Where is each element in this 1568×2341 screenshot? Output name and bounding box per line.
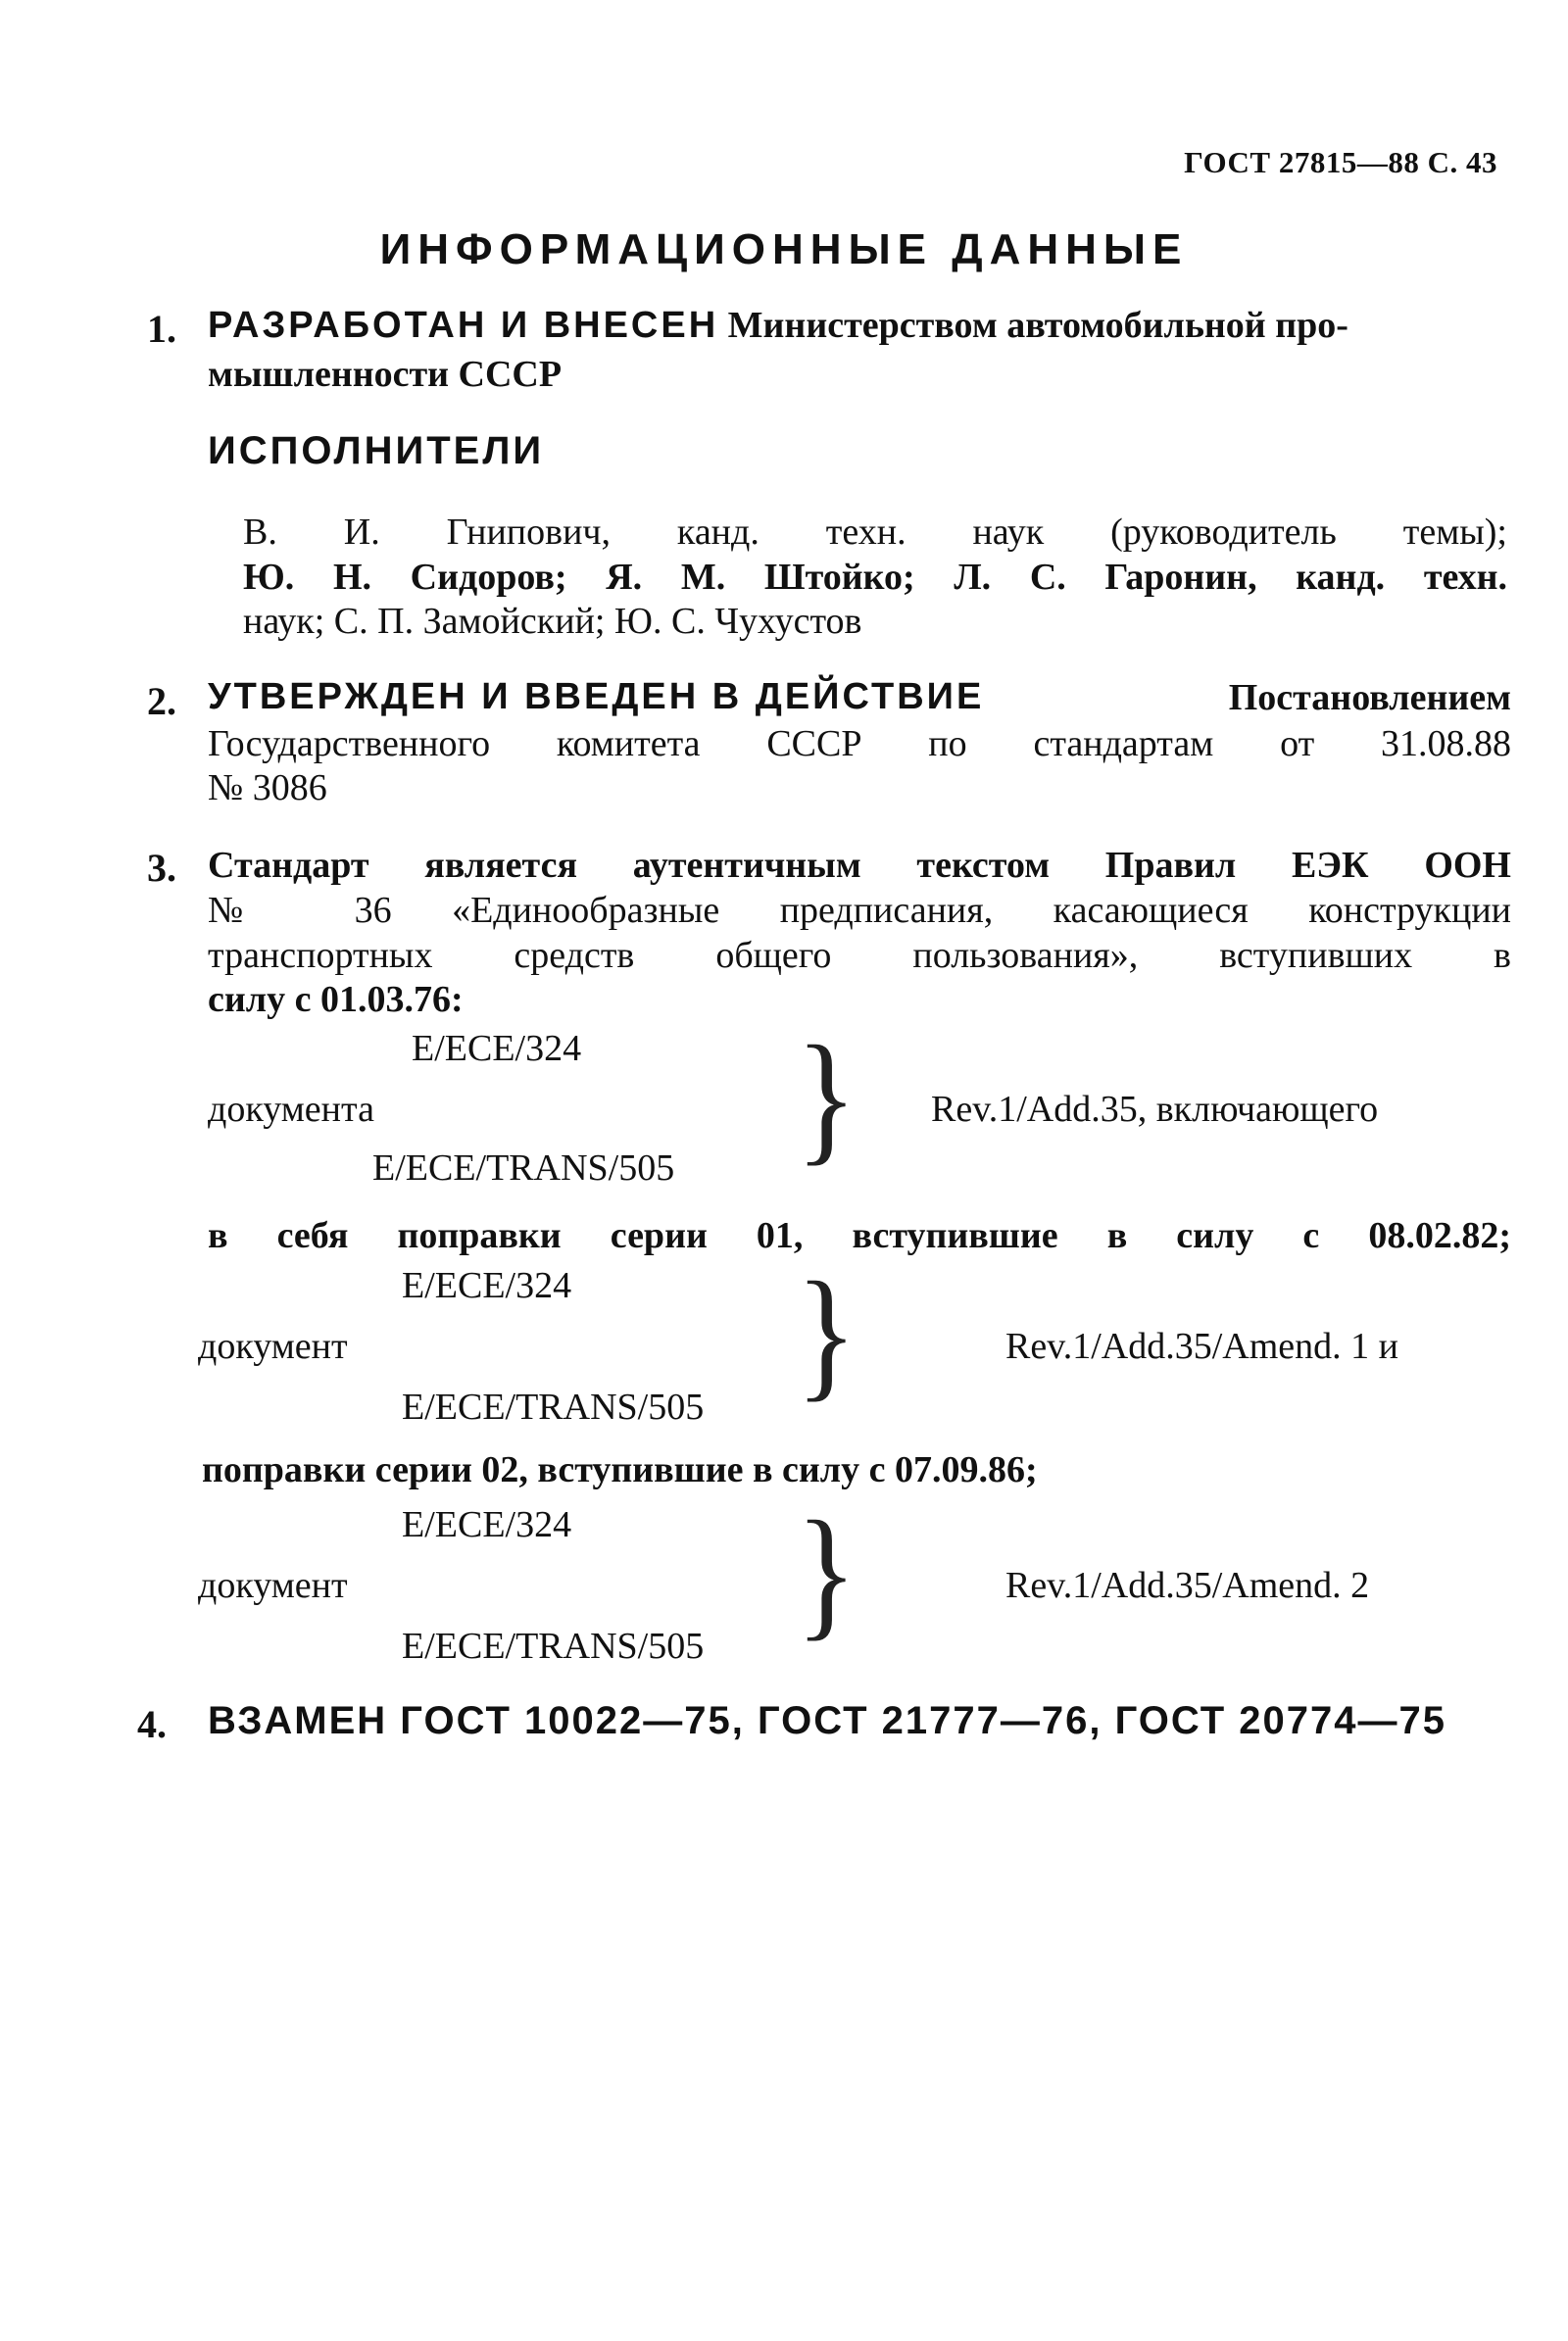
group-1-top-code: E/ECE/324	[412, 1028, 582, 1069]
section-3-line-2-text: № 36 «Единообразные предписания, касающиеся конструкции	[208, 890, 1511, 931]
group-2-brace: }	[796, 1252, 858, 1415]
section-2-lead: УТВЕРЖДЕН И ВВЕДЕН В ДЕЙСТВИЕ	[208, 676, 985, 717]
group-1-right: Rev.1/Add.35, включающего	[931, 1089, 1379, 1130]
group-1-brace: }	[796, 1016, 858, 1179]
executors-heading: ИСПОЛНИТЕЛИ	[208, 429, 545, 472]
section-3-line-3	[208, 933, 1511, 978]
section-1-line-1	[208, 304, 1348, 347]
group-3-label: документ	[198, 1565, 348, 1606]
section-3-line-1	[208, 843, 1511, 888]
section-3-line-3-text: транспортных средств общего пользования», вступивших в	[208, 935, 1511, 976]
executors-line-2-text: Ю. Н. Сидоров; Я. М. Штойко; Л. С. Гаронин, канд. техн.	[243, 557, 1507, 598]
section-2-line-2-text: Государственного комитета СССР по стандартам от 31.08.88	[208, 723, 1511, 764]
section-1-number: 1.	[147, 307, 176, 351]
page-title: ИНФОРМАЦИОННЫЕ ДАННЫЕ	[379, 225, 1189, 273]
section-1-lead: РАЗРАБОТАН И ВНЕСЕН	[208, 305, 719, 346]
page-header: ГОСТ 27815—88 С. 43	[1184, 145, 1497, 179]
executors-line-2	[243, 555, 1507, 600]
group-3-brace: }	[796, 1491, 858, 1654]
section-3-line-2	[208, 888, 1511, 933]
executors-line-1	[243, 510, 1507, 555]
section-2-line-2	[208, 721, 1511, 766]
section-3-after-1-text: в себя поправки серии 01, вступившие в силу с 08.02.82;	[208, 1215, 1511, 1256]
executors-line-3: наук; С. П. Замойский; Ю. С. Чухустов	[243, 601, 862, 642]
section-3-after-1	[208, 1213, 1511, 1258]
section-3-line-1-text: Стандарт является аутентичным текстом Правил ЕЭК ООН	[208, 845, 1511, 886]
section-2-line-3: № 3086	[208, 767, 327, 808]
section-2-text-1: Постановлением	[1228, 677, 1511, 718]
executors-line-1-text: В. И. Гнипович, канд. техн. наук (руководитель темы);	[243, 512, 1507, 553]
group-3-bottom-code: E/ECE/TRANS/505	[402, 1626, 705, 1667]
section-2-line-1	[208, 676, 1511, 719]
section-4-text: ВЗАМЕН ГОСТ 10022—75, ГОСТ 21777—76, ГОСТ 20774—75	[208, 1699, 1447, 1742]
group-3-top-code: E/ECE/324	[402, 1504, 572, 1545]
section-3-number: 3.	[147, 846, 176, 890]
group-1-bottom-code: E/ECE/TRANS/505	[372, 1147, 675, 1189]
group-2-right: Rev.1/Add.35/Amend. 1 и	[1005, 1326, 1399, 1367]
section-1-text-2: мышленности СССР	[208, 354, 563, 395]
group-2-top-code: E/ECE/324	[402, 1265, 572, 1306]
group-1-label: документа	[208, 1089, 374, 1130]
section-3-after-2: поправки серии 02, вступившие в силу с 07.09.86;	[202, 1449, 1038, 1490]
section-2-number: 2.	[147, 679, 176, 723]
group-3-right: Rev.1/Add.35/Amend. 2	[1005, 1565, 1370, 1606]
section-3-line-4: силу с 01.03.76:	[208, 979, 464, 1020]
group-2-label: документ	[198, 1326, 348, 1367]
group-2-bottom-code: E/ECE/TRANS/505	[402, 1387, 705, 1428]
section-4-number: 4.	[137, 1702, 167, 1746]
section-1-text-1: Министерством автомобильной про-	[727, 305, 1348, 346]
